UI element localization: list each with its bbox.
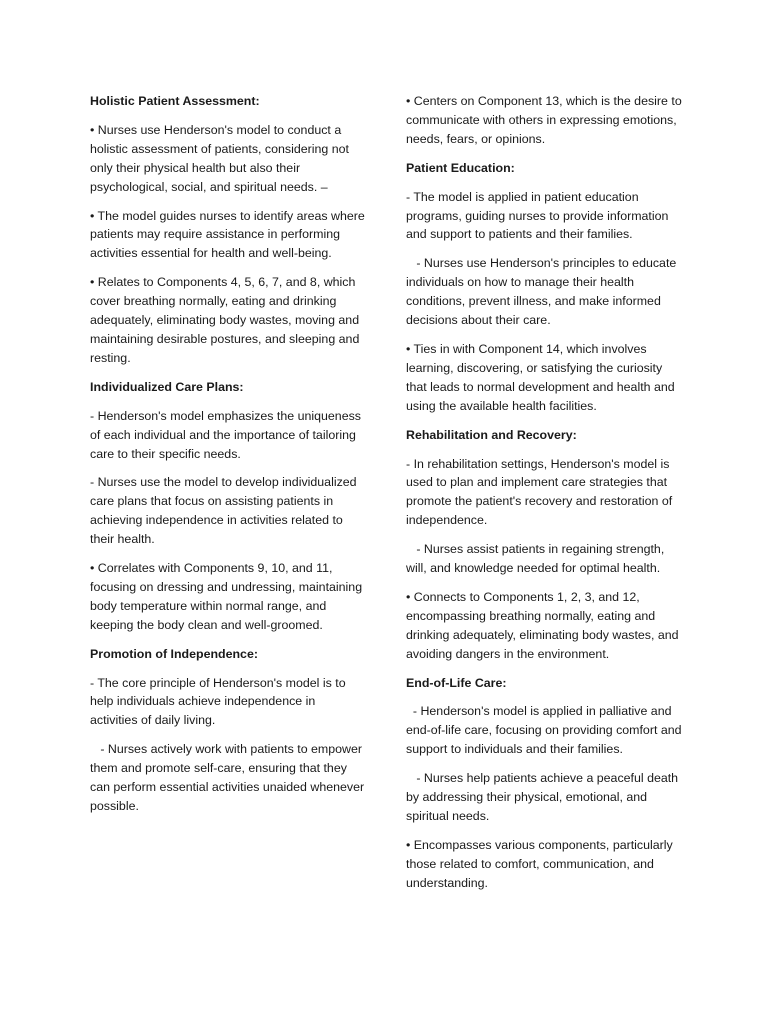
- section-heading-end-of-life: End-of-Life Care:: [406, 675, 507, 690]
- paragraph: - The core principle of Henderson's model is to help individuals achieve independence in activities of daily living.: [90, 675, 350, 728]
- section-heading-holistic-assessment: Holistic Patient Assessment:: [90, 94, 260, 108]
- paragraph: • Connects to Components 1, 2, 3, and 12, encompassing breathing normally, eating and drinking adequately, eliminating body wastes, and avoiding dangers in the environment.: [406, 589, 682, 661]
- paragraph: • Correlates with Components 9, 10, and 11, focusing on dressing and undressing, maintaining body temperature within normal range, and keeping the body clean and well-groomed.: [90, 561, 366, 632]
- paragraph: - Nurses assist patients in regaining strength, will, and knowledge needed for optimal health.: [406, 542, 668, 576]
- paragraph: • Ties in with Component 14, which involves learning, discovering, or satisfying the curiosity that leads to normal development and health and using the available health facilities.: [406, 341, 679, 413]
- right-column: [406, 92, 686, 903]
- section-heading-patient-education: Patient Education:: [406, 160, 515, 175]
- paragraph: • Nurses use Henderson's model to conduct a holistic assessment of patients, considering not only their physical health but also their psychological, social, and spiritual needs. –: [90, 122, 353, 194]
- paragraph: - Nurses use the model to develop individualized care plans that focus on assisting patients in achieving independence in activities related to their health.: [90, 475, 361, 547]
- section-heading-rehabilitation: Rehabilitation and Recovery:: [406, 427, 577, 442]
- section-heading-independence: Promotion of Independence:: [90, 646, 258, 661]
- paragraph: - In rehabilitation settings, Henderson's model is used to plan and implement care strategies that promote the patient's recovery and restoration of independence.: [406, 456, 676, 528]
- paragraph: - Henderson's model emphasizes the uniqueness of each individual and the importance of tailoring care to their specific needs.: [90, 408, 365, 461]
- paragraph: • Centers on Component 13, which is the desire to communicate with others in expressing emotions, needs, fears, or opinions.: [406, 94, 686, 146]
- paragraph: • Relates to Components 4, 5, 6, 7, and 8, which cover breathing normally, eating and drinking adequately, eliminating body wastes, moving and maintaining desirable postures, and sleeping and resting.: [90, 275, 363, 365]
- section-heading-care-plans: Individualized Care Plans:: [90, 379, 244, 394]
- paragraph: - Nurses help patients achieve a peaceful death by addressing their physical, emotional, and spiritual needs.: [406, 771, 682, 823]
- paragraph: - Henderson's model is applied in palliative and end-of-life care, focusing on providing comfort and support to individuals and their families.: [406, 704, 685, 757]
- paragraph: - Nurses use Henderson's principles to educate individuals on how to manage their health conditions, prevent illness, and make informed decisions about their care.: [406, 256, 680, 328]
- paragraph: - Nurses actively work with patients to empower them and promote self-care, ensuring that they can perform essential activities unaided whenever possible.: [90, 742, 368, 813]
- paragraph: - The model is applied in patient education programs, guiding nurses to provide information and support to patients and their families.: [406, 189, 672, 242]
- left-column: [90, 92, 369, 826]
- paragraph: • Encompasses various components, particularly those related to comfort, communication, and understanding.: [406, 837, 677, 890]
- paragraph: • The model guides nurses to identify areas where patients may require assistance in performing activities essential for health and well-being.: [90, 208, 369, 261]
